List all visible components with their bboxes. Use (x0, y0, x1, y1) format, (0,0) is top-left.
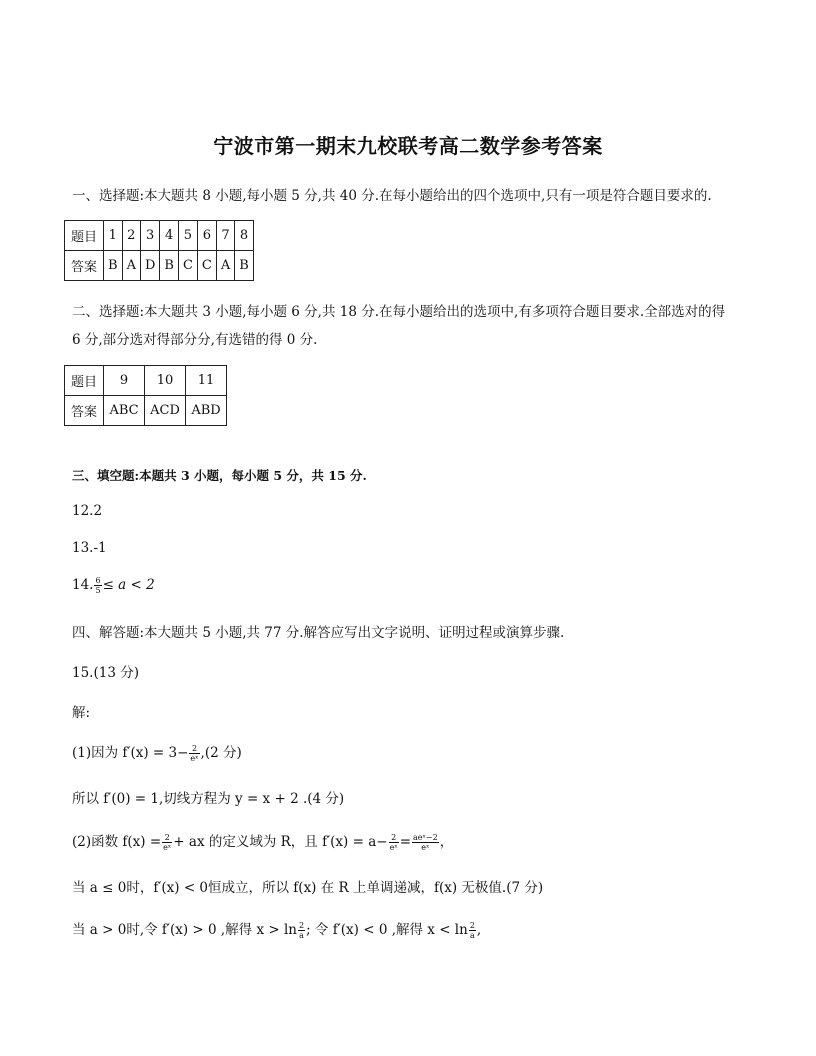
table-row (65, 396, 227, 426)
q14-prefix: 14. (72, 577, 94, 593)
q14-inequality: ≤ a < 2 (102, 577, 155, 593)
answer-cell: ABC (104, 396, 145, 426)
answer-cell: C (178, 251, 197, 281)
fraction-numerator: 2 (299, 921, 305, 930)
fraction (94, 576, 101, 595)
answer-q14 (72, 576, 155, 595)
question-number: 1 (104, 221, 123, 251)
fraction-denominator: eˣ (190, 754, 199, 763)
step-text: (2)函数 f(x) = (72, 834, 162, 850)
solution-step-4: 当 a ≤ 0时，f′(x) < 0恒成立，所以 f(x) 在 R 上单调递减，f(x) 无极值.(7 分) (72, 880, 544, 896)
fraction-denominator: a (469, 931, 475, 940)
section2-answer-table (64, 365, 227, 426)
page-title: 宁波市第一期末九校联考高二数学参考答案 (213, 134, 603, 158)
fraction-denominator: eˣ (421, 843, 430, 852)
question-number: 5 (178, 221, 197, 251)
question-number: 10 (145, 366, 186, 396)
solution-step-1 (72, 741, 242, 763)
section3-heading: 三、填空题:本题共 3 小题，每小题 5 分，共 15 分. (72, 468, 367, 483)
step-text: ， (439, 834, 454, 850)
question-number: 8 (235, 221, 254, 251)
solution-step-3 (72, 830, 453, 852)
fraction (469, 921, 476, 940)
table-row (65, 366, 227, 396)
step-text: = (399, 834, 412, 850)
fraction-denominator: 5 (95, 586, 101, 595)
fraction-numerator: 2 (389, 833, 399, 843)
question-number: 4 (160, 221, 179, 251)
solution-label: 解: (72, 705, 91, 721)
fraction-denominator: eˣ (163, 843, 172, 852)
solution-step-2: 所以 f′(0) = 1,切线方程为 y = x + 2 .(4 分) (72, 791, 345, 807)
answer-cell: C (197, 251, 216, 281)
table-row (65, 221, 254, 251)
question-number: 6 (197, 221, 216, 251)
section4-heading: 四、解答题:本大题共 5 小题,共 77 分.解答应写出文字说明、证明过程或演算步骤. (72, 625, 565, 641)
answer-cell: D (140, 251, 159, 281)
answer-q13: 13.-1 (72, 540, 107, 556)
fraction-numerator: 2 (162, 833, 172, 843)
fraction (389, 833, 399, 852)
answer-cell: ABD (186, 396, 227, 426)
step-text: ,(2 分) (200, 745, 242, 761)
step-text: (1)因为 f′(x) = 3− (72, 745, 189, 761)
section2-instructions-line1: 二、选择题:本大题共 3 小题,每小题 6 分,共 18 分.在每小题给出的选项中,有多项符合题目要求.全部选对的得 (72, 304, 726, 320)
step-text: + ax 的定义域为 R，且 f′(x) = a− (173, 834, 388, 850)
fraction-denominator: eˣ (389, 843, 398, 852)
fraction (162, 833, 172, 852)
answer-cell: ACD (145, 396, 186, 426)
step-text: ; 令 f′(x) < 0 ,解得 x < ln (306, 922, 468, 938)
answer-cell: B (160, 251, 179, 281)
question-number: 7 (216, 221, 234, 251)
answer-cell: A (122, 251, 140, 281)
solution-step-5 (72, 918, 481, 940)
fraction (298, 921, 305, 940)
answer-q12: 12.2 (72, 503, 103, 519)
fraction (189, 744, 199, 763)
step-text: 当 a > 0时,令 f′(x) > 0 ,解得 x > ln (72, 922, 297, 938)
table-header-label: 题目 (65, 366, 104, 396)
answer-cell: B (235, 251, 254, 281)
table-row (65, 251, 254, 281)
question-15-header: 15.(13 分) (72, 665, 139, 681)
answer-cell: A (216, 251, 234, 281)
table-answer-label: 答案 (65, 396, 104, 426)
fraction-numerator: aeˣ−2 (413, 833, 438, 842)
fraction (412, 833, 439, 852)
table-header-label: 题目 (65, 221, 104, 251)
fraction-numerator: 2 (469, 921, 475, 930)
question-number: 3 (140, 221, 159, 251)
question-number: 11 (186, 366, 227, 396)
question-number: 2 (122, 221, 140, 251)
answer-cell: B (104, 251, 123, 281)
question-number: 9 (104, 366, 145, 396)
table-answer-label: 答案 (65, 251, 104, 281)
section2-instructions-line2: 6 分,部分选对得部分分,有选错的得 0 分. (72, 332, 318, 348)
section1-instructions: 一、选择题:本大题共 8 小题,每小题 5 分,共 40 分.在每小题给出的四个选项中,只有一项是符合题目要求的. (72, 188, 712, 204)
section1-answer-table (64, 220, 254, 281)
fraction-numerator: 6 (95, 576, 101, 585)
fraction-numerator: 2 (189, 744, 199, 754)
step-text: , (476, 922, 482, 938)
fraction-denominator: a (299, 931, 304, 940)
